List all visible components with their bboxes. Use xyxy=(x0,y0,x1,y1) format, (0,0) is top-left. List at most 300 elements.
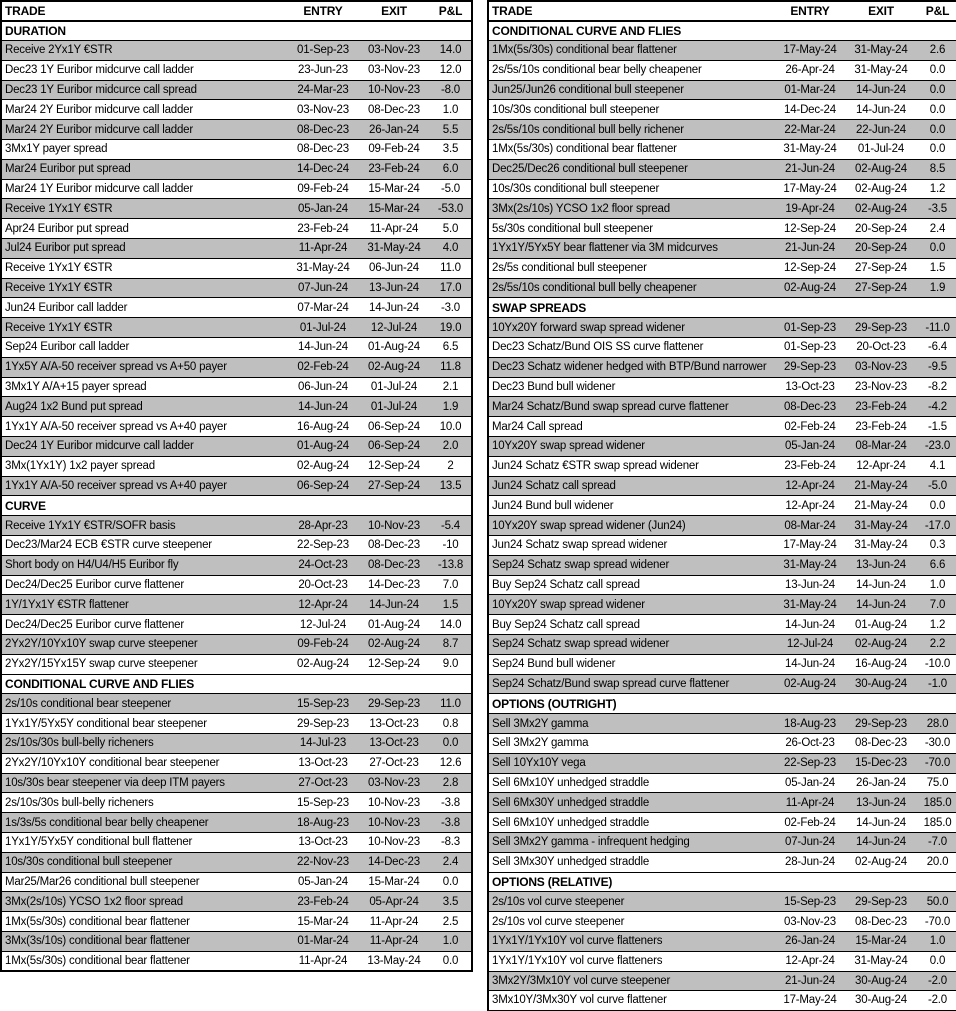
table-row xyxy=(1,60,472,80)
entry-cell: 14-Dec-24 xyxy=(288,159,358,179)
trade-cell: Mar24 2Y Euribor midcurve call ladder xyxy=(1,100,288,120)
pnl-cell: 0.0 xyxy=(430,872,472,892)
table-row xyxy=(488,536,956,556)
trade-cell: 2Yx2Y/10Yx10Y swap curve steepener xyxy=(1,635,288,655)
exit-cell: 29-Sep-23 xyxy=(358,694,430,714)
entry-cell: 09-Feb-24 xyxy=(288,635,358,655)
exit-cell: 15-Mar-24 xyxy=(358,872,430,892)
entry-cell: 11-Apr-24 xyxy=(775,793,845,813)
entry-cell: 23-Jun-23 xyxy=(288,60,358,80)
trade-cell: Mar24 1Y Euribor midcurve call ladder xyxy=(1,179,288,199)
trade-cell: Sell 6Mx10Y unhedged straddle xyxy=(488,773,775,793)
pnl-cell: 1.0 xyxy=(917,575,956,595)
pnl-cell: 1.0 xyxy=(430,931,472,951)
exit-cell: 10-Nov-23 xyxy=(358,813,430,833)
entry-cell: 12-Apr-24 xyxy=(288,595,358,615)
pnl-cell: -17.0 xyxy=(917,516,956,536)
pnl-cell: -1.5 xyxy=(917,417,956,437)
exit-cell: 14-Dec-23 xyxy=(358,852,430,872)
table-row xyxy=(488,991,956,1011)
trade-cell: 3Mx(3s/10s) conditional bear flattener xyxy=(1,931,288,951)
table-row xyxy=(488,714,956,734)
table-row xyxy=(1,753,472,773)
section-title: CONDITIONAL CURVE AND FLIES xyxy=(1,674,472,694)
trade-cell: Dec23 Bund bull widener xyxy=(488,377,775,397)
pnl-cell: -10.0 xyxy=(917,654,956,674)
exit-cell: 15-Mar-24 xyxy=(845,931,917,951)
trade-cell: Dec24/Dec25 Euribor curve flattener xyxy=(1,575,288,595)
pnl-cell: 0.0 xyxy=(917,80,956,100)
table-row xyxy=(1,575,472,595)
exit-cell: 21-May-24 xyxy=(845,476,917,496)
entry-cell: 05-Jan-24 xyxy=(288,199,358,219)
exit-cell: 03-Nov-23 xyxy=(358,41,430,61)
table-row xyxy=(1,140,472,160)
exit-cell: 23-Feb-24 xyxy=(845,397,917,417)
trade-cell: Receive 2Yx1Y €STR xyxy=(1,41,288,61)
pnl-cell: -8.3 xyxy=(430,832,472,852)
table-row xyxy=(488,417,956,437)
exit-cell: 20-Oct-23 xyxy=(845,338,917,358)
exit-cell: 27-Sep-24 xyxy=(358,476,430,496)
trade-cell: Sell 3Mx30Y unhedged straddle xyxy=(488,852,775,872)
table-row xyxy=(488,41,956,61)
exit-cell: 13-Jun-24 xyxy=(358,278,430,298)
exit-cell: 27-Oct-23 xyxy=(358,753,430,773)
table-row xyxy=(488,813,956,833)
table-row xyxy=(488,456,956,476)
exit-cell: 08-Mar-24 xyxy=(845,437,917,457)
trade-cell: 10Yx20Y swap spread widener xyxy=(488,595,775,615)
pnl-cell: 5.5 xyxy=(430,120,472,140)
entry-cell: 28-Apr-23 xyxy=(288,516,358,536)
pnl-cell: 1.5 xyxy=(917,258,956,278)
exit-cell: 14-Jun-24 xyxy=(845,100,917,120)
exit-cell: 01-Jul-24 xyxy=(358,397,430,417)
entry-cell: 26-Oct-23 xyxy=(775,733,845,753)
exit-cell: 14-Jun-24 xyxy=(845,813,917,833)
exit-cell: 15-Dec-23 xyxy=(845,753,917,773)
exit-cell: 01-Aug-24 xyxy=(845,615,917,635)
exit-cell: 13-Jun-24 xyxy=(845,793,917,813)
pnl-cell: 4.1 xyxy=(917,456,956,476)
table-row xyxy=(488,437,956,457)
table-row xyxy=(488,733,956,753)
pnl-cell: -3.8 xyxy=(430,793,472,813)
trade-cell: 1Yx1Y/5Yx5Y conditional bull flattener xyxy=(1,832,288,852)
entry-cell: 06-Sep-24 xyxy=(288,476,358,496)
entry-cell: 31-May-24 xyxy=(775,555,845,575)
trades-table-right xyxy=(487,0,956,1011)
exit-cell: 12-Apr-24 xyxy=(845,456,917,476)
exit-cell: 10-Nov-23 xyxy=(358,80,430,100)
exit-cell: 03-Nov-23 xyxy=(358,773,430,793)
pnl-cell: -70.0 xyxy=(917,753,956,773)
pnl-cell: -3.5 xyxy=(917,199,956,219)
section-header-row xyxy=(488,694,956,714)
pnl-cell: 2.5 xyxy=(430,912,472,932)
column-header-exit: EXIT xyxy=(358,1,430,21)
trade-cell: 10Yx20Y forward swap spread widener xyxy=(488,318,775,338)
entry-cell: 13-Oct-23 xyxy=(288,753,358,773)
exit-cell: 22-Jun-24 xyxy=(845,120,917,140)
table-row xyxy=(1,832,472,852)
trade-cell: Jun24 Schatz call spread xyxy=(488,476,775,496)
pnl-cell: 1.9 xyxy=(917,278,956,298)
table-row xyxy=(488,397,956,417)
table-row xyxy=(1,100,472,120)
table-row xyxy=(1,872,472,892)
exit-cell: 26-Jan-24 xyxy=(358,120,430,140)
exit-cell: 08-Dec-23 xyxy=(358,555,430,575)
trade-cell: Dec24/Dec25 Euribor curve flattener xyxy=(1,615,288,635)
trade-cell: Short body on H4/U4/H5 Euribor fly xyxy=(1,555,288,575)
section-title: OPTIONS (OUTRIGHT) xyxy=(488,694,956,714)
pnl-cell: 1.5 xyxy=(430,595,472,615)
pnl-cell: 17.0 xyxy=(430,278,472,298)
trade-cell: Sell 3Mx2Y gamma xyxy=(488,733,775,753)
exit-cell: 14-Jun-24 xyxy=(845,80,917,100)
pnl-cell: -70.0 xyxy=(917,912,956,932)
entry-cell: 23-Feb-24 xyxy=(288,219,358,239)
entry-cell: 14-Jul-23 xyxy=(288,733,358,753)
entry-cell: 13-Oct-23 xyxy=(775,377,845,397)
pnl-cell: 1.0 xyxy=(917,931,956,951)
trade-cell: 3Mx10Y/3Mx30Y vol curve flattener xyxy=(488,991,775,1011)
exit-cell: 31-May-24 xyxy=(358,239,430,259)
section-header-row xyxy=(1,674,472,694)
entry-cell: 14-Jun-24 xyxy=(288,338,358,358)
exit-cell: 02-Aug-24 xyxy=(845,159,917,179)
section-title: OPTIONS (RELATIVE) xyxy=(488,872,956,892)
trade-cell: 2s/10s conditional bear steepener xyxy=(1,694,288,714)
pnl-cell: 4.0 xyxy=(430,239,472,259)
trade-cell: 1Yx1Y/1Yx10Y vol curve flatteners xyxy=(488,951,775,971)
table-row xyxy=(1,278,472,298)
trade-cell: Jun24 Bund bull widener xyxy=(488,496,775,516)
table-row xyxy=(1,813,472,833)
entry-cell: 08-Dec-23 xyxy=(775,397,845,417)
table-row xyxy=(1,41,472,61)
pnl-cell: 7.0 xyxy=(430,575,472,595)
entry-cell: 17-May-24 xyxy=(775,41,845,61)
exit-cell: 09-Feb-24 xyxy=(358,140,430,160)
pnl-cell: 1.0 xyxy=(430,100,472,120)
exit-cell: 08-Dec-23 xyxy=(358,100,430,120)
entry-cell: 12-Apr-24 xyxy=(775,951,845,971)
pnl-cell: 2.1 xyxy=(430,377,472,397)
table-row xyxy=(1,773,472,793)
trade-cell: Jun24 Euribor call ladder xyxy=(1,298,288,318)
pnl-cell: 11.8 xyxy=(430,357,472,377)
entry-cell: 27-Oct-23 xyxy=(288,773,358,793)
exit-cell: 12-Jul-24 xyxy=(358,318,430,338)
entry-cell: 02-Aug-24 xyxy=(775,278,845,298)
table-row xyxy=(1,318,472,338)
table-row xyxy=(488,931,956,951)
entry-cell: 02-Aug-24 xyxy=(288,654,358,674)
trade-cell: 10s/30s conditional bull steepener xyxy=(1,852,288,872)
trade-cell: 1Mx(5s/30s) conditional bear flattener xyxy=(1,951,288,971)
trade-cell: Mar24 2Y Euribor midcurve call ladder xyxy=(1,120,288,140)
exit-cell: 20-Sep-24 xyxy=(845,219,917,239)
pnl-cell: -9.5 xyxy=(917,357,956,377)
trade-cell: Sep24 Bund bull widener xyxy=(488,654,775,674)
entry-cell: 23-Feb-24 xyxy=(775,456,845,476)
trade-cell: 2s/5s/10s conditional bear belly cheapener xyxy=(488,60,775,80)
entry-cell: 19-Apr-24 xyxy=(775,199,845,219)
entry-cell: 05-Jan-24 xyxy=(775,437,845,457)
trade-cell: Receive 1Yx1Y €STR xyxy=(1,318,288,338)
column-header-row xyxy=(1,1,472,21)
pnl-cell: -5.0 xyxy=(430,179,472,199)
exit-cell: 11-Apr-24 xyxy=(358,219,430,239)
exit-cell: 21-May-24 xyxy=(845,496,917,516)
trade-cell: 1Yx5Y A/A-50 receiver spread vs A+50 payer xyxy=(1,357,288,377)
table-row xyxy=(488,892,956,912)
exit-cell: 29-Sep-23 xyxy=(845,714,917,734)
pnl-cell: 10.0 xyxy=(430,417,472,437)
section-title: CURVE xyxy=(1,496,472,516)
pnl-cell: -2.0 xyxy=(917,971,956,991)
pnl-cell: 0.0 xyxy=(917,140,956,160)
pnl-cell: -23.0 xyxy=(917,437,956,457)
table-row xyxy=(1,892,472,912)
trade-cell: Dec23 1Y Euribor midcurve call ladder xyxy=(1,60,288,80)
entry-cell: 14-Dec-24 xyxy=(775,100,845,120)
table-row xyxy=(1,417,472,437)
trade-cell: Sep24 Schatz/Bund swap spread curve flattener xyxy=(488,674,775,694)
entry-cell: 01-Mar-24 xyxy=(288,931,358,951)
table-row xyxy=(1,159,472,179)
pnl-cell: 12.6 xyxy=(430,753,472,773)
table-row xyxy=(488,120,956,140)
entry-cell: 05-Jan-24 xyxy=(288,872,358,892)
table-row xyxy=(1,476,472,496)
trade-cell: 10s/30s conditional bull steepener xyxy=(488,179,775,199)
table-row xyxy=(488,951,956,971)
trade-cell: 1Yx1Y A/A-50 receiver spread vs A+40 payer xyxy=(1,417,288,437)
pnl-cell: 7.0 xyxy=(917,595,956,615)
pnl-cell: 2.0 xyxy=(430,437,472,457)
table-row xyxy=(1,437,472,457)
table-row xyxy=(1,338,472,358)
entry-cell: 01-Mar-24 xyxy=(775,80,845,100)
trade-cell: 5s/30s conditional bull steepener xyxy=(488,219,775,239)
pnl-cell: 2 xyxy=(430,456,472,476)
exit-cell: 23-Feb-24 xyxy=(845,417,917,437)
pnl-cell: -11.0 xyxy=(917,318,956,338)
table-row xyxy=(488,357,956,377)
entry-cell: 14-Jun-24 xyxy=(775,615,845,635)
table-row xyxy=(488,159,956,179)
exit-cell: 13-Oct-23 xyxy=(358,714,430,734)
trade-cell: 1Yx1Y/5Yx5Y bear flattener via 3M midcurves xyxy=(488,239,775,259)
entry-cell: 24-Oct-23 xyxy=(288,555,358,575)
entry-cell: 07-Jun-24 xyxy=(288,278,358,298)
exit-cell: 08-Dec-23 xyxy=(845,733,917,753)
exit-cell: 02-Aug-24 xyxy=(845,179,917,199)
trade-cell: 10Yx20Y swap spread widener (Jun24) xyxy=(488,516,775,536)
trade-cell: 2s/10s vol curve steepener xyxy=(488,912,775,932)
trade-cell: 3Mx(2s/10s) YCSO 1x2 floor spread xyxy=(488,199,775,219)
table-row xyxy=(488,278,956,298)
trade-cell: Dec23 Schatz widener hedged with BTP/Bund narrower xyxy=(488,357,775,377)
pnl-cell: -1.0 xyxy=(917,674,956,694)
trade-cell: Sep24 Schatz swap spread widener xyxy=(488,555,775,575)
exit-cell: 12-Sep-24 xyxy=(358,654,430,674)
pnl-cell: 20.0 xyxy=(917,852,956,872)
trade-cell: 1Yx1Y/5Yx5Y conditional bear steepener xyxy=(1,714,288,734)
section-header-row xyxy=(488,872,956,892)
exit-cell: 11-Apr-24 xyxy=(358,931,430,951)
trade-cell: Dec23 1Y Euribor midcurce call spread xyxy=(1,80,288,100)
exit-cell: 02-Aug-24 xyxy=(358,357,430,377)
pnl-cell: 185.0 xyxy=(917,793,956,813)
trade-cell: 1Yx1Y/1Yx10Y vol curve flatteners xyxy=(488,931,775,951)
entry-cell: 20-Oct-23 xyxy=(288,575,358,595)
entry-cell: 18-Aug-23 xyxy=(288,813,358,833)
entry-cell: 13-Jun-24 xyxy=(775,575,845,595)
trade-cell: Dec23/Mar24 ECB €STR curve steepener xyxy=(1,536,288,556)
pnl-cell: 2.4 xyxy=(917,219,956,239)
pnl-cell: 8.7 xyxy=(430,635,472,655)
table-row xyxy=(1,536,472,556)
table-row xyxy=(1,456,472,476)
trade-cell: Dec23 Schatz/Bund OIS SS curve flattener xyxy=(488,338,775,358)
entry-cell: 02-Aug-24 xyxy=(288,456,358,476)
pnl-cell: 0.0 xyxy=(917,60,956,80)
exit-cell: 14-Jun-24 xyxy=(845,832,917,852)
exit-cell: 03-Nov-23 xyxy=(358,60,430,80)
exit-cell: 29-Sep-23 xyxy=(845,318,917,338)
pnl-cell: 9.0 xyxy=(430,654,472,674)
table-row xyxy=(488,377,956,397)
exit-cell: 06-Jun-24 xyxy=(358,258,430,278)
entry-cell: 29-Sep-23 xyxy=(288,714,358,734)
entry-cell: 12-Sep-24 xyxy=(775,219,845,239)
trade-cell: 2Yx2Y/15Yx15Y swap curve steepener xyxy=(1,654,288,674)
entry-cell: 12-Sep-24 xyxy=(775,258,845,278)
pnl-cell: 0.0 xyxy=(430,951,472,971)
column-header-pnl: P&L xyxy=(917,1,956,21)
pnl-cell: -30.0 xyxy=(917,733,956,753)
pnl-cell: 12.0 xyxy=(430,60,472,80)
exit-cell: 06-Sep-24 xyxy=(358,437,430,457)
trade-cell: Sell 6Mx10Y unhedged straddle xyxy=(488,813,775,833)
entry-cell: 18-Aug-23 xyxy=(775,714,845,734)
pnl-cell: -5.0 xyxy=(917,476,956,496)
entry-cell: 15-Sep-23 xyxy=(288,694,358,714)
entry-cell: 26-Jan-24 xyxy=(775,931,845,951)
column-header-pnl: P&L xyxy=(430,1,472,21)
exit-cell: 02-Aug-24 xyxy=(358,635,430,655)
table-row xyxy=(488,516,956,536)
pnl-cell: 14.0 xyxy=(430,41,472,61)
trade-cell: 2s/10s/30s bull-belly richeners xyxy=(1,793,288,813)
section-header-row xyxy=(488,21,956,41)
trade-cell: 3Mx(1Yx1Y) 1x2 payer spread xyxy=(1,456,288,476)
pnl-cell: -8.2 xyxy=(917,377,956,397)
trade-cell: Jun24 Schatz €STR swap spread widener xyxy=(488,456,775,476)
entry-cell: 12-Jul-24 xyxy=(775,635,845,655)
trade-cell: Mar24 Schatz/Bund swap spread curve flattener xyxy=(488,397,775,417)
entry-cell: 21-Jun-24 xyxy=(775,239,845,259)
exit-cell: 27-Sep-24 xyxy=(845,278,917,298)
trade-cell: Jul24 Euribor put spread xyxy=(1,239,288,259)
table-row xyxy=(488,555,956,575)
exit-cell: 10-Nov-23 xyxy=(358,516,430,536)
entry-cell: 09-Feb-24 xyxy=(288,179,358,199)
exit-cell: 26-Jan-24 xyxy=(845,773,917,793)
entry-cell: 02-Aug-24 xyxy=(775,674,845,694)
trade-cell: Jun24 Schatz swap spread widener xyxy=(488,536,775,556)
pnl-cell: -5.4 xyxy=(430,516,472,536)
entry-cell: 01-Sep-23 xyxy=(775,318,845,338)
exit-cell: 02-Aug-24 xyxy=(845,635,917,655)
exit-cell: 27-Sep-24 xyxy=(845,258,917,278)
exit-cell: 11-Apr-24 xyxy=(358,912,430,932)
section-header-row xyxy=(1,21,472,41)
pnl-cell: 6.0 xyxy=(430,159,472,179)
table-row xyxy=(488,773,956,793)
table-row xyxy=(488,179,956,199)
trade-cell: Sell 10Yx10Y vega xyxy=(488,753,775,773)
pnl-cell: -3.0 xyxy=(430,298,472,318)
exit-cell: 05-Apr-24 xyxy=(358,892,430,912)
entry-cell: 11-Apr-24 xyxy=(288,951,358,971)
pnl-cell: 0.0 xyxy=(917,239,956,259)
table-row xyxy=(1,298,472,318)
trade-cell: 3Mx1Y payer spread xyxy=(1,140,288,160)
pnl-cell: -13.8 xyxy=(430,555,472,575)
pnl-cell: 8.5 xyxy=(917,159,956,179)
entry-cell: 02-Feb-24 xyxy=(775,417,845,437)
pnl-cell: 6.5 xyxy=(430,338,472,358)
trade-cell: Sell 6Mx30Y unhedged straddle xyxy=(488,793,775,813)
trade-cell: 1Y/1Yx1Y €STR flattener xyxy=(1,595,288,615)
entry-cell: 14-Jun-24 xyxy=(288,397,358,417)
column-header-trade: TRADE xyxy=(488,1,775,21)
table-row xyxy=(488,615,956,635)
table-row xyxy=(1,793,472,813)
exit-cell: 13-May-24 xyxy=(358,951,430,971)
entry-cell: 12-Apr-24 xyxy=(775,476,845,496)
exit-cell: 03-Nov-23 xyxy=(845,357,917,377)
column-header-trade: TRADE xyxy=(1,1,288,21)
table-row xyxy=(1,516,472,536)
entry-cell: 06-Jun-24 xyxy=(288,377,358,397)
pnl-cell: 75.0 xyxy=(917,773,956,793)
pnl-cell: 0.8 xyxy=(430,714,472,734)
pnl-cell: -6.4 xyxy=(917,338,956,358)
trade-cell: Aug24 1x2 Bund put spread xyxy=(1,397,288,417)
table-row xyxy=(1,199,472,219)
pnl-cell: 0.0 xyxy=(917,100,956,120)
entry-cell: 07-Jun-24 xyxy=(775,832,845,852)
entry-cell: 01-Aug-24 xyxy=(288,437,358,457)
pnl-cell: 0.0 xyxy=(917,951,956,971)
pnl-cell: -4.2 xyxy=(917,397,956,417)
pnl-cell: 1.2 xyxy=(917,179,956,199)
exit-cell: 10-Nov-23 xyxy=(358,832,430,852)
entry-cell: 31-May-24 xyxy=(775,140,845,160)
pnl-cell: 5.0 xyxy=(430,219,472,239)
column-header-entry: ENTRY xyxy=(288,1,358,21)
exit-cell: 10-Nov-23 xyxy=(358,793,430,813)
exit-cell: 01-Aug-24 xyxy=(358,615,430,635)
exit-cell: 14-Jun-24 xyxy=(358,298,430,318)
